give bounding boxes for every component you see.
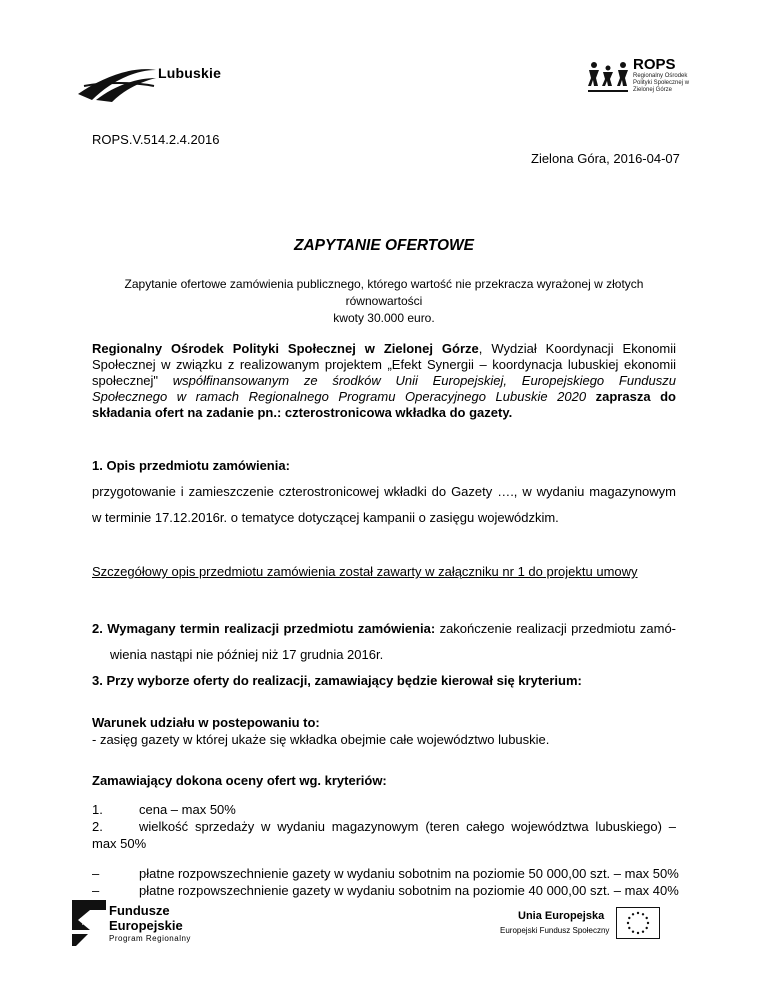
document-title: ZAPYTANIE OFERTOWE: [294, 237, 474, 254]
reference-number: ROPS.V.514.2.4.2016: [92, 132, 220, 147]
section-2-heading: 2. Wymagany termin realizacji przedmiotu zamówienia:: [92, 621, 436, 636]
criteria-item-2-continuation: max 50%: [92, 836, 147, 851]
criteria-item-2-number: 2.: [92, 819, 103, 834]
rops-logo-title: ROPS: [633, 56, 676, 73]
intro-line-2: kwoty 30.000 euro.: [333, 311, 435, 325]
detail-note: Szczegółowy opis przedmiotu zamówienia został zawarty w załączniku nr 1 do projektu umowy: [92, 564, 638, 579]
fe-logo-line-1: Fundusze: [109, 903, 170, 918]
fe-logo-line-3: Program Regionalny: [109, 934, 191, 943]
section-2-line-1: [92, 620, 676, 637]
ue-logo-line-2: Europejski Fundusz Społeczny: [500, 926, 610, 935]
intro-text: [92, 276, 676, 327]
lubuskie-logo-text: Lubuskie: [158, 65, 222, 81]
fe-logo-line-2: Europejskie: [109, 918, 183, 933]
rops-logo-subtitle: Regionalny Ośrodek Polityki Społecznej w Zielonej Górze: [633, 73, 690, 93]
ue-logo-line-1: Unia Europejska: [518, 910, 605, 922]
section-1-line-1: przygotowanie i zamieszczenie czterostronicowej wkładki do Gazety …., w wydaniu magazynowym: [92, 484, 676, 499]
organization-name: Regionalny Ośrodek Polityki Społecznej w Zielonej Górze: [92, 341, 479, 356]
dash-item-1-mark: –: [92, 866, 100, 881]
section-3-heading: 3. Przy wyborze oferty do realizacji, zamawiający będzie kierował się kryterium:: [92, 673, 582, 688]
condition-line: - zasięg gazety w której ukaże się wkładka obejmie całe województwo lubuskie.: [92, 732, 550, 747]
dash-item-2-text: płatne rozpowszechnienie gazety w wydaniu sobotnim na poziomie 40 000,00 szt. – max 40%: [139, 883, 679, 898]
section-1-heading: 1. Opis przedmiotu zamówienia:: [92, 458, 290, 473]
criteria-item-2-text: wielkość sprzedaży w wydaniu magazynowym (teren całego województwa lubuskiego) –: [139, 819, 676, 834]
project-description: , Wydział Koordynacji Ekonomii Społecznej w związku z realizowanym projektem „Efekt Synergii – koordynacja lubuskiej ekonomii społecznej": [92, 341, 677, 388]
place-date: Zielona Góra, 2016-04-07: [531, 151, 680, 166]
lubuskie-logo-icon: [74, 56, 234, 106]
criteria-item-1-text: cena – max 50%: [139, 802, 236, 817]
condition-heading: Warunek udziału w postepowaniu to:: [92, 715, 320, 730]
intro-paragraph: [92, 341, 676, 421]
criteria-heading: Zamawiający dokona oceny ofert wg. kryteriów:: [92, 773, 387, 788]
section-1-line-2: w terminie 17.12.2016r. o tematyce dotyczącej kampanii o zasięgu wojewódzkim.: [92, 510, 559, 525]
intro-line-1: Zapytanie ofertowe zamówienia publicznego, którego wartość nie przekracza wyrażonej w złotych równowartości: [124, 277, 644, 308]
section-2-text-2: wienia nastąpi nie później niż 17 grudnia 2016r.: [110, 647, 384, 662]
dash-item-1-text: płatne rozpowszechnienie gazety w wydaniu sobotnim na poziomie 50 000,00 szt. – max 50%: [139, 866, 679, 881]
funding-note: współfinansowanym ze środków Unii Europejskiej, Europejskiego Funduszu Społecznego w ramach Regionalnego Programu Operacyjnego Lubuskie 2020: [92, 373, 676, 404]
section-2-text-1: zakończenie realizacji przedmiotu zamó-: [435, 621, 676, 636]
dash-item-2-mark: –: [92, 883, 100, 898]
fundusze-europejskie-logo-icon: [72, 900, 106, 946]
eu-flag-icon: [616, 907, 660, 939]
criteria-item-1-number: 1.: [92, 802, 103, 817]
invitation-text: zaprasza do składania ofert na zadanie pn.: czterostronicowa wkładka do gazety.: [92, 389, 676, 420]
